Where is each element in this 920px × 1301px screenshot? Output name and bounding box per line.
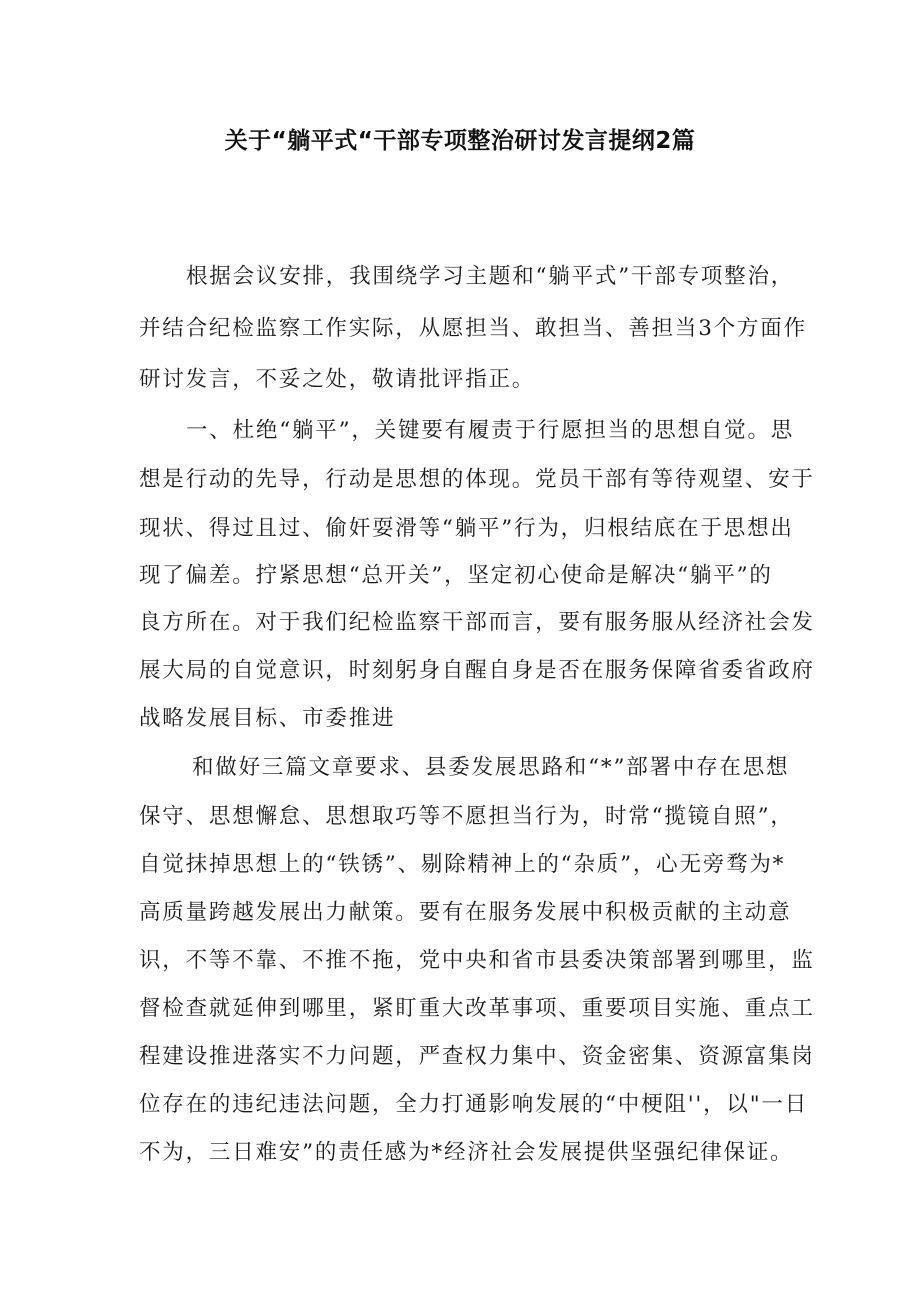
paragraph-line: 保守、思想懈怠、思想取巧等不愿担当行为，时常“揽镜自照”， (139, 804, 794, 829)
paragraph-line: 战略发展目标、市委推进 (139, 706, 396, 731)
paragraph-line: 不为，三日难安”的责任感为*经济社会发展提供坚强纪律保证。 (139, 1140, 794, 1165)
paragraph-line: 一、杜绝“躺平”，关键要有履责于行愿担当的思想自觉。思 (186, 418, 795, 443)
paragraph-line: 现了偏差。拧紧思想“总开关”，坚定初心使命是解决“躺平”的 (139, 563, 773, 588)
paragraph-line: 识，不等不靠、不推不拖，党中央和省市县委决策部署到哪里，监 (139, 948, 815, 973)
paragraph-line: 现状、得过且过、偷奸耍滑等“躺平”行为，归根结底在于思想出 (139, 516, 794, 541)
paragraph-line: 督检查就延伸到哪里，紧盯重大改革事项、重要项目实施、重点工 (139, 996, 815, 1021)
paragraph-line: 展大局的自觉意识，时刻躬身自醒自身是否在服务保障省委省政府 (139, 658, 815, 683)
paragraph-line: 高质量跨越发展出力献策。要有在服务发展中积极贡献的主动意 (139, 900, 792, 925)
paragraph-line: 根据会议安排，我围绕学习主题和“躺平式”干部专项整治， (186, 264, 795, 289)
paragraph-line: 位存在的违纪违法问题，全力打通影响发展的“中梗阻''，以"一日 (139, 1092, 809, 1117)
paragraph-line: 和做好三篇文章要求、县委发展思路和“*”部署中存在思想 (192, 755, 790, 780)
paragraph-line: 想是行动的先导，行动是思想的体现。党员干部有等待观望、安于 (139, 467, 815, 492)
paragraph-line: 并结合纪检监察工作实际，从愿担当、敢担当、善担当3个方面作 (139, 316, 807, 341)
document-title: 关于“躺平式“干部专项整治研讨发言提纲2篇 (224, 128, 696, 154)
paragraph-line: 程建设推进落实不力问题，严查权力集中、资金密集、资源富集岗 (139, 1044, 815, 1069)
paragraph-line: 良方所在。对于我们纪检监察干部而言，要有服务服从经济社会发 (139, 610, 815, 635)
paragraph-line: 研讨发言，不妥之处，敬请批评指正。 (139, 367, 536, 392)
paragraph-line: 自觉抹掉思想上的“铁锈”、剔除精神上的“杂质”，心无旁骛为* (139, 852, 786, 877)
